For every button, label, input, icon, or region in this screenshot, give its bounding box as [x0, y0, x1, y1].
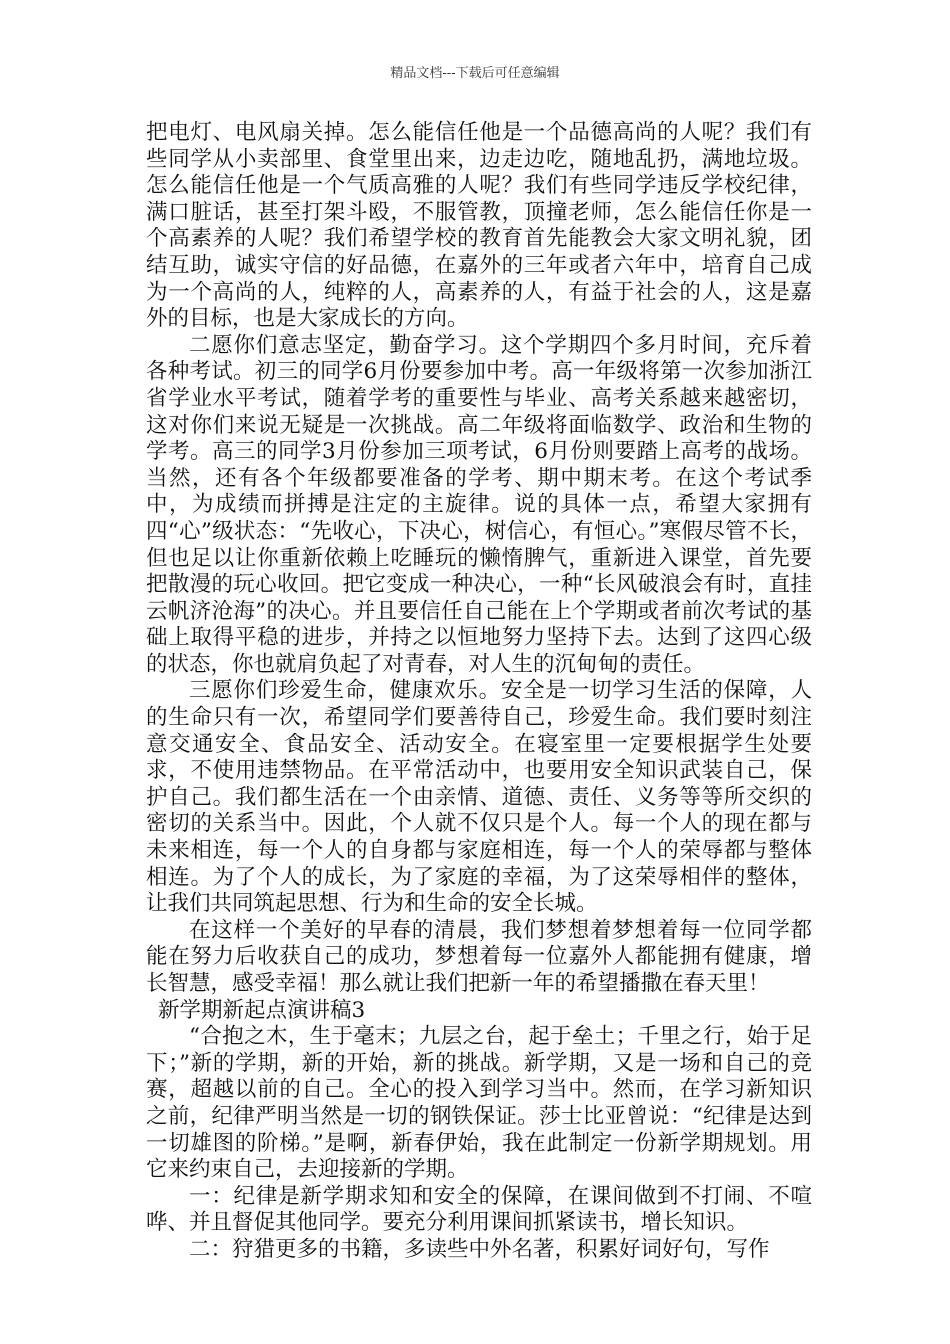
paragraph: 把电灯、电风扇关掉。怎么能信任他是一个品德高尚的人呢？我们有些同学从小卖部里、食堂里出来，边走边吃，随地乱扔，满地垃圾。怎么能信任他是一个气质高雅的人呢？我们有些同学违反学校纪律，满口脏话，甚至打架斗殴，不服管教，顶撞老师，怎么能信任你是一个高素养的人呢？我们希望学校的教育首先能教会大家文明礼貌，团结互助，诚实守信的好品德，在嘉外的三年或者六年中，培育自己成为一个高尚的人，纯粹的人，高素养的人，有益于社会的人，这是嘉外的目标，也是大家成长的方向。 [146, 120, 812, 332]
document-body [146, 120, 812, 1264]
page-header: 精品文档---下载后可任意编辑 [390, 66, 560, 81]
section-heading: 新学期新起点演讲稿3 [158, 997, 366, 1023]
paragraph: 三愿你们珍爱生命，健康欢乐。安全是一切学习生活的保障，人的生命只有一次，希望同学们要善待自己，珍爱生命。我们要时刻注意交通安全、食品安全、活动安全。在寝室里一定要根据学生处要求，不使用违禁物品。在平常活动中，也要用安全知识武装自己，保护自己。我们都生活在一个由亲情、道德、责任、义务等等所交织的密切的关系当中。因此，个人就不仅只是个人。每一个人的现在都与未来相连，每一个人的自身都与家庭相连，每一个人的荣辱都与整体相连。为了个人的成长，为了家庭的幸福，为了这荣辱相伴的整体，让我们共同筑起思想、行为和生命的安全长城。 [146, 678, 812, 917]
paragraph: 在这样一个美好的早春的清晨，我们梦想着梦想着每一位同学都能在努力后收获自己的成功，梦想着每一位嘉外人都能拥有健康，增长智慧，感受幸福！那么就让我们把新一年的希望播撒在春天里！ [146, 917, 812, 996]
paragraph: 二：狩猎更多的书籍，多读些中外名著，积累好词好句，写作 [189, 1236, 770, 1262]
paragraph: 二愿你们意志坚定，勤奋学习。这个学期四个多月时间，充斥着各种考试。初三的同学6月份要参加中考。高一年级将第一次参加浙江省学业水平考试，随着学考的重要性与毕业、高考关系越来越密切，这对你们来说无疑是一次挑战。高二年级将面临数学、政治和生物的学考。高三的同学3月份参加三项考试，6月份则要踏上高考的战场。当然，还有各个年级都要准备的学考、期中期末考。在这个考试季中，为成绩而拼搏是注定的主旋律。说的具体一点，希望大家拥有四“心”级状态：“先收心，下决心，树信心，有恒心。”寒假尽管不长，但也足以让你重新依赖上吃睡玩的懒惰脾气，重新进入课堂，首先要把散漫的玩心收回。把它变成一种决心，一种“长风破浪会有时，直挂云帆济沧海”的决心。并且要信任自己能在上个学期或者前次考试的基础上取得平稳的进步，并持之以恒地努力坚持下去。达到了这四心级的状态，你也就肩负起了对青春，对人生的沉甸甸的责任。 [146, 332, 812, 677]
paragraph: “合抱之木，生于毫末；九层之台，起于垒土；千里之行，始于足下；”新的学期，新的开始，新的挑战。新学期，又是一场和自己的竞赛，超越以前的自己。全心的投入到学习当中。然而，在学习新知识之前，纪律严明当然是一切的钢铁保证。莎士比亚曾说：“纪律是达到一切雄图的阶梯。”是啊，新春伊始，我在此制定一份新学期规划。用它来约束自己，去迎接新的学期。 [146, 1024, 812, 1183]
paragraph: 一：纪律是新学期求知和安全的保障，在课间做到不打闹、不喧哗、并且督促其他同学。要充分利用课间抓紧读书，增长知识。 [146, 1183, 812, 1236]
